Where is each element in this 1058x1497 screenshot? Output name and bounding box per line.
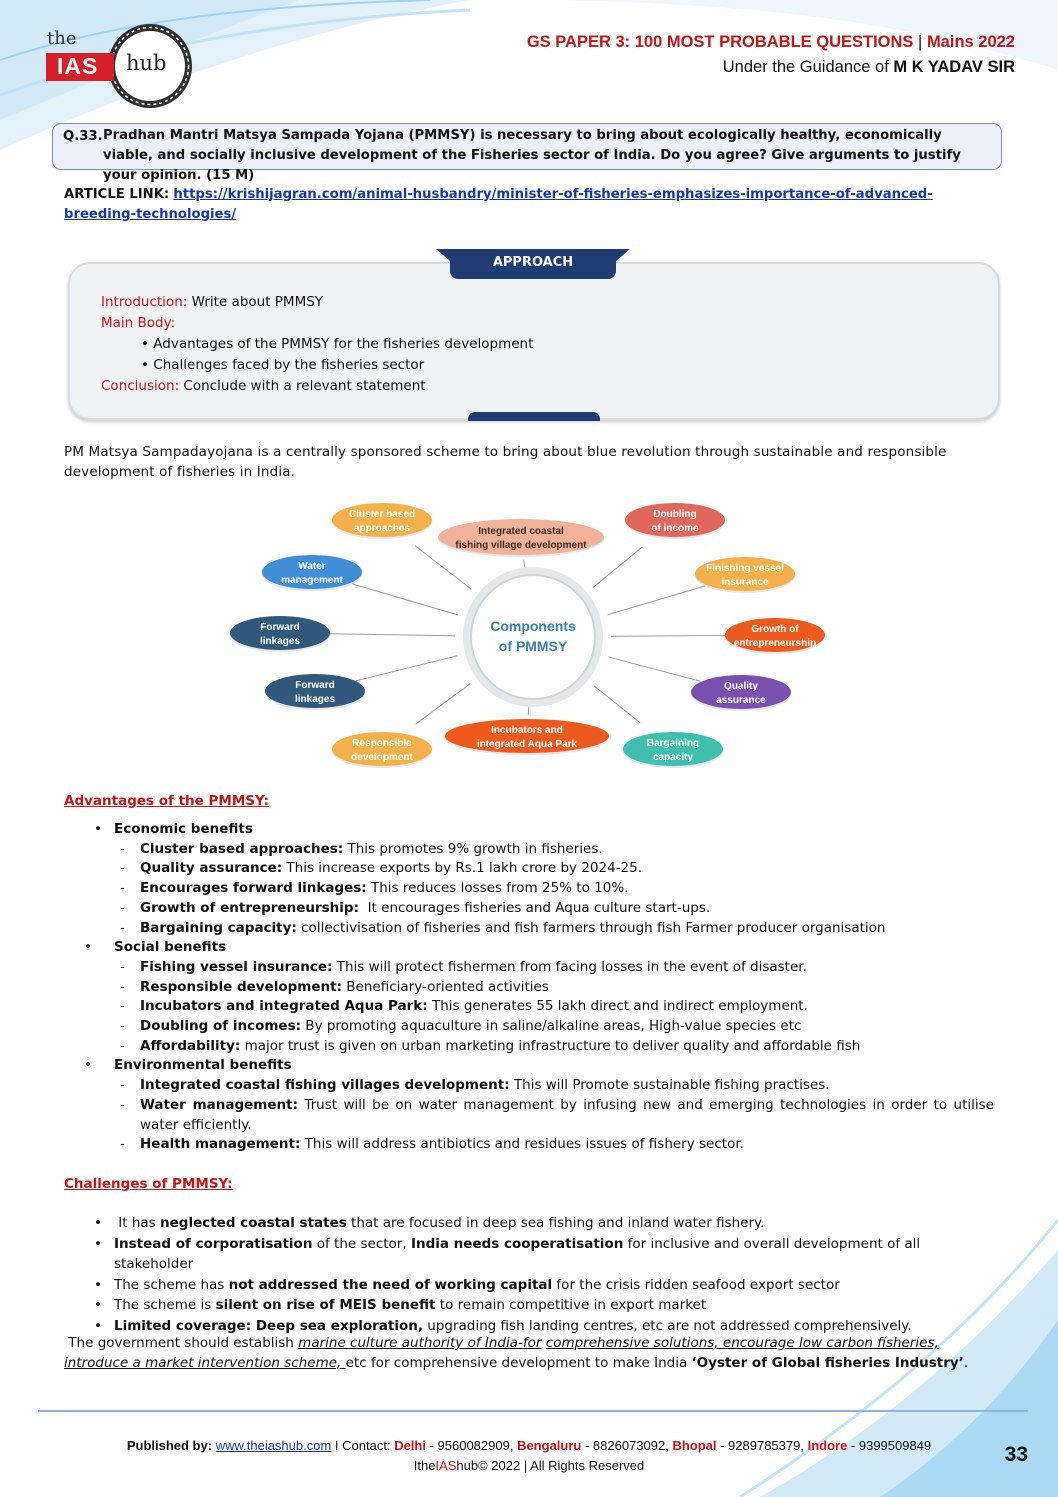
component-label: Finishing vessel bbox=[706, 563, 784, 574]
connector-line bbox=[415, 546, 471, 590]
challenges-title: Challenges of PMMSY: bbox=[64, 1176, 233, 1192]
conclusion-label: Conclusion: bbox=[101, 378, 180, 394]
component-label: Forward bbox=[260, 622, 300, 633]
logo-ias-text: IAS bbox=[57, 53, 99, 79]
connector-line bbox=[416, 683, 471, 724]
component-label: Integrated coastal bbox=[478, 526, 564, 537]
connector-line bbox=[356, 656, 458, 681]
question-box bbox=[52, 123, 1002, 183]
list-item: • It has neglected coastal states that are focused in deep sea fishing and inland water fishery. bbox=[94, 1215, 765, 1231]
article-link-line bbox=[64, 185, 944, 225]
list-item: • The scheme is silent on rise of MEIS benefit to remain competitive in export market bbox=[94, 1297, 707, 1313]
component-label: Forward bbox=[295, 680, 335, 691]
list-item: • Instead of corporatisation of the sector, India needs cooperatisation for inclusive and overall development of all stakeholder bbox=[94, 1235, 921, 1272]
article-link[interactable]: https://krishijagran.com/animal-husbandry/minister-of-fisheries-emphasizes-importance-of-advanced-breeding-technologies/ bbox=[64, 187, 933, 222]
logo-the-text: the bbox=[47, 28, 77, 49]
component-label: approaches bbox=[353, 523, 411, 534]
component-label: insurance bbox=[721, 577, 769, 588]
center-circle bbox=[471, 575, 595, 699]
component-label: of income bbox=[651, 523, 699, 534]
group-title: • Environmental benefits bbox=[84, 1057, 292, 1074]
header-title-separator: | bbox=[918, 33, 923, 51]
component-label: Doubling bbox=[653, 509, 697, 520]
list-item: - Doubling of incomes: By promoting aquaculture in saline/alkaline areas, High-value species etc bbox=[120, 1018, 802, 1035]
advantages-list bbox=[84, 820, 994, 1155]
connector-line bbox=[352, 584, 458, 615]
component-label: fishing village development bbox=[455, 540, 587, 551]
center-label: Components bbox=[490, 618, 576, 634]
list-item: - Health management: This will address antibiotics and residues issues of fishery sector. bbox=[120, 1136, 744, 1153]
footer-contact: Published by: www.theiashub.com I Contact: Delhi - 9560082909, Bengaluru - 8826073092, Bhopal - 9289785379, Indore - 9399509849 bbox=[126, 1438, 932, 1453]
connector-line bbox=[611, 635, 733, 636]
connector-line bbox=[594, 686, 640, 723]
list-item: • The scheme has not addressed the need of working capital for the crisis ridden seafood export sector bbox=[94, 1276, 840, 1293]
list-item: - Integrated coastal fishing villages development: This will Promote sustainable fishing practises. bbox=[120, 1077, 830, 1094]
component-label: assurance bbox=[716, 695, 766, 706]
approach-title: APPROACH bbox=[450, 249, 616, 279]
header-title bbox=[527, 33, 1015, 52]
list-item: - Cluster based approaches: This promotes 9% growth in fisheries. bbox=[120, 840, 603, 857]
component-label: linkages bbox=[259, 636, 301, 647]
conclusion-text: Conclude with a relevant statement bbox=[183, 378, 426, 394]
list-item: - Bargaining capacity: collectivisation of fisheries and fish farmers through fish Farmer producer organisation bbox=[120, 919, 886, 936]
component-label: Quality bbox=[724, 681, 758, 692]
header-title-right: Mains 2022 bbox=[926, 33, 1015, 51]
subtitle-prefix: Under the Guidance of bbox=[722, 58, 894, 76]
conclusion-link-2: comprehensive solutions, encourage low carbon fisheries, introduce a market intervention scheme, bbox=[64, 1335, 939, 1371]
list-item: - Incubators and integrated Aqua Park: This generates 55 lakh direct and indirect employment. bbox=[120, 998, 808, 1015]
component-label: Responsible bbox=[352, 738, 412, 749]
approach-content bbox=[101, 292, 533, 397]
main-body-label: Main Body: bbox=[101, 315, 176, 331]
component-label: Water bbox=[298, 561, 326, 572]
component-label: Growth of bbox=[751, 624, 799, 635]
component-label: Cluster based bbox=[348, 509, 416, 520]
component-label: Incubators and bbox=[491, 725, 563, 736]
component-label: Bargaining bbox=[646, 738, 700, 749]
center-label: of PMMSY bbox=[498, 638, 568, 654]
component-label: entrepreneurship bbox=[733, 638, 817, 649]
header-title-left: GS PAPER 3: 100 MOST PROBABLE QUESTIONS bbox=[526, 33, 914, 51]
logo-hub-text: hub bbox=[126, 51, 167, 75]
page-number: 33 bbox=[1004, 1443, 1028, 1466]
header-subtitle bbox=[723, 58, 1015, 77]
intro-paragraph: PM Matsya Sampadayojana is a centrally sponsored scheme to bring about blue revolution through sustainable and responsible development of fisheries in India. bbox=[64, 444, 947, 480]
footer-copyright: ItheIAShub© 2022 | All Rights Reserved bbox=[413, 1458, 645, 1473]
group-title: • Economic benefits bbox=[94, 821, 253, 837]
intro-text: Write about PMMSY bbox=[191, 294, 324, 310]
conclusion-paragraph: The government should establish marine culture authority of India-for comprehensive solutions, encourage low carbon fisheries, introduce a market intervention scheme, etc for comprehensive development to make India ‘Oyster of Global fisheries Industry’. bbox=[64, 1335, 969, 1371]
advantages-title: Advantages of the PMMSY: bbox=[64, 793, 270, 809]
list-item: - Water management: Trust will be on water management by infusing new and emerging technologies in order to utilise water efficiently. bbox=[120, 1096, 994, 1133]
component-label: management bbox=[281, 575, 343, 586]
footer-website-link[interactable]: www.theiashub.com bbox=[215, 1438, 332, 1453]
connector-line bbox=[608, 657, 700, 681]
component-label: capacity bbox=[652, 752, 694, 763]
list-item: - Quality assurance: This increase exports by Rs.1 lakh crore by 2024-25. bbox=[120, 860, 643, 877]
challenges-list bbox=[94, 1213, 994, 1336]
main-point: • Advantages of the PMMSY for the fisheries development bbox=[141, 336, 534, 352]
approach-bottom-tab bbox=[468, 412, 600, 421]
connector-line bbox=[608, 586, 705, 615]
component-label: integrated Aqua Park bbox=[476, 739, 578, 750]
list-item: - Growth of entrepreneurship: It encourages fisheries and Aqua culture start-ups. bbox=[120, 899, 711, 916]
list-item: • Limited coverage: Deep sea exploration, upgrading fish landing centres, etc are not addressed comprehensively. bbox=[94, 1317, 912, 1334]
component-label: development bbox=[351, 752, 413, 763]
pmmsy-components-diagram bbox=[228, 495, 832, 772]
connector-line bbox=[322, 634, 455, 636]
subtitle-name: M K YADAV SIR bbox=[893, 58, 1015, 76]
list-item: - Affordability: major trust is given on urban marketing infrastructure to deliver quality and affordable fish bbox=[120, 1037, 861, 1054]
question-number: Q.33. bbox=[63, 129, 103, 144]
ias-hub-logo bbox=[44, 20, 204, 115]
question-text: Pradhan Mantri Matsya Sampada Yojana (PMMSY) is necessary to bring about ecologically healthy, economically viable, and socially inclusive development of the Fisheries sector of India. Do you agree? Give arguments to justify your opinion. (15 M) bbox=[103, 128, 961, 183]
footer-divider bbox=[38, 1410, 1028, 1412]
list-item: - Encourages forward linkages: This reduces losses from 25% to 10%. bbox=[120, 880, 629, 897]
main-point: • Challenges faced by the fisheries sector bbox=[141, 357, 425, 373]
component-label: linkages bbox=[294, 694, 336, 705]
group-title: • Social benefits bbox=[84, 939, 227, 956]
article-label: ARTICLE LINK: bbox=[64, 187, 170, 202]
connector-line bbox=[593, 547, 642, 588]
list-item: - Fishing vessel insurance: This will protect fishermen from facing losses in the event of disaster. bbox=[120, 958, 807, 975]
conclusion-link-1: marine culture authority of India-for bbox=[298, 1335, 542, 1351]
intro-label: Introduction: bbox=[101, 294, 188, 310]
list-item: - Responsible development: Beneficiary-oriented activities bbox=[120, 978, 549, 995]
